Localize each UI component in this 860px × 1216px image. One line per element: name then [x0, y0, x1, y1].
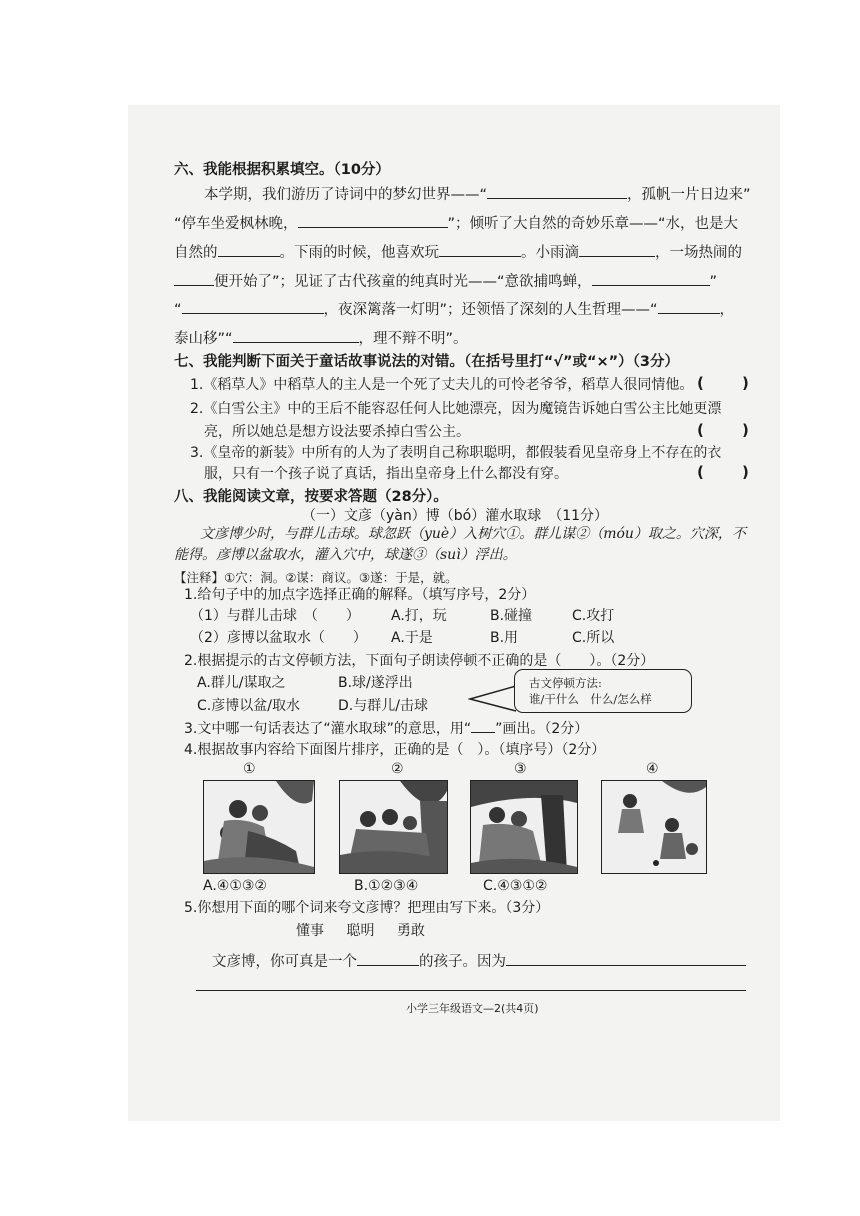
answer-paren-close[interactable]: ) [742, 374, 749, 392]
blank[interactable] [592, 271, 710, 286]
s8-question-3: 3.文中哪一句话表达了“灌水取球”的意思，用“ ”画出。（2分） [184, 718, 588, 739]
blank[interactable] [298, 213, 448, 228]
blank[interactable] [233, 328, 359, 343]
q1-row-2-option-b[interactable]: B.用 [490, 630, 519, 646]
s7-question-1: 1.《稻草人》中稻草人的主人是一个死了丈夫儿的可怜老爷爷，稻草人很同情他。 [190, 377, 694, 393]
q1-row-2-label: （2）彦博以盆取水（ ） [190, 630, 367, 646]
s6-line-2: “停车坐爱枫林晚， ”；倾听了大自然的奇妙乐章——“水，也是大 [174, 213, 738, 234]
word-option[interactable]: 勇敢 [396, 923, 425, 939]
blank[interactable] [487, 184, 627, 199]
passage-title: （一）文彦（yàn）博（bó）灌水取球 （11分） [302, 508, 609, 524]
story-picture-4 [601, 780, 707, 874]
blank[interactable] [218, 242, 280, 257]
answer-paren-close[interactable]: ) [742, 421, 749, 439]
q2-option-d[interactable]: D.与群儿/击球 [338, 698, 428, 714]
blank[interactable] [579, 242, 655, 257]
blank[interactable] [182, 299, 324, 314]
s7-question-2-line-1: 2.《白雪公主》中的王后不能容忍任何人比她漂亮，因为魔镜告诉她白雪公主比她更漂 [190, 401, 722, 417]
speech-bubble-tail [468, 682, 518, 716]
s8-question-5: 5.你想用下面的哪个词来夸文彦博？把理由写下来。（3分） [184, 900, 550, 916]
section-7-heading: 七、我能判断下面关于童话故事说法的对错。（在括号里打“√”或“×”）（3分） [174, 354, 680, 370]
q1-row-1-option-a[interactable]: A.打，玩 [391, 608, 447, 624]
q2-option-a[interactable]: A.群儿/谋取之 [197, 675, 286, 691]
blank[interactable] [439, 242, 521, 257]
answer-paren-close[interactable]: ) [742, 463, 749, 481]
underline-sample [471, 718, 495, 733]
picture-number: ③ [514, 761, 527, 777]
story-picture-2-art [340, 781, 447, 873]
section-8-heading: 八、我能阅读文章，按要求答题（28分）。 [174, 489, 448, 505]
s8-answer-line: 文彦博，你可真是一个 的孩子。因为 [212, 951, 746, 972]
s6-line-1: 本学期，我们游历了诗词中的梦幻世界——“ ，孤帆一片日边来” [204, 184, 751, 205]
story-picture-1-art [204, 781, 314, 873]
pause-method-tip [514, 669, 692, 713]
s6-line-6: 泰山移”“ ，理不辩不明”。 [174, 328, 468, 349]
picture-number: ④ [646, 761, 659, 777]
q1-row-2-option-c[interactable]: C.所以 [572, 630, 615, 646]
q1-row-1-option-c[interactable]: C.攻打 [572, 608, 615, 624]
s8-question-1: 1.给句子中的加点字选择正确的解释。（填写序号，2分） [184, 587, 536, 603]
word-choices [296, 921, 425, 941]
answer-paren-open[interactable]: ( [697, 421, 704, 439]
word-option[interactable]: 懂事 [296, 923, 324, 939]
s7-question-2-line-2: 亮，所以她总是想方设法要杀掉白雪公主。 [204, 424, 470, 440]
answer-paren-open[interactable]: ( [697, 463, 704, 481]
s8-question-2: 2.根据提示的古文停顿方法，下面句子朗读停顿不正确的是（ ）。（2分） [184, 653, 655, 669]
blank[interactable] [174, 271, 214, 286]
page-footer: 小学三年级语文—2(共4页) [406, 1002, 539, 1015]
blank[interactable] [658, 299, 720, 314]
s8-question-4: 4.根据故事内容给下面图片排序，正确的是（ ）。（填序号）（2分） [184, 742, 606, 758]
s6-line-4: 便开始了”；见证了古代孩童的纯真时光——“意欲捕鸣蝉， ” [174, 271, 717, 292]
story-picture-3-art [471, 781, 577, 873]
answer-paren-open[interactable]: ( [697, 374, 704, 392]
blank[interactable] [506, 951, 746, 966]
q2-option-b[interactable]: B.球/遂浮出 [338, 675, 413, 691]
tip-rule: 谁/干什么 什么/怎么样 [529, 692, 652, 706]
word-option[interactable]: 聪明 [346, 923, 375, 939]
q1-row-1-label: （1）与群儿击球 （ ） [190, 608, 360, 624]
s6-line-3: 自然的 。下雨的时候，他喜欢玩 。小雨滴 ，一场热闹的 [174, 242, 742, 263]
s7-question-3-line-1: 3.《皇帝的新装》中所有的人为了表明自己称职聪明，都假装看见皇帝身上不存在的衣 [190, 445, 722, 461]
q4-option-a[interactable]: A.④①③② [203, 878, 267, 894]
story-picture-4-art [602, 781, 706, 873]
q1-row-2-option-a[interactable]: A.于是 [391, 630, 433, 646]
passage-line-2: 能得。彦博以盆取水，灌入穴中，球遂③（suì）浮出。 [174, 547, 517, 563]
q4-option-c[interactable]: C.④③①② [483, 878, 548, 894]
s6-line-5: “ ，夜深篱落一灯明”；还领悟了深刻的人生哲理——“ ， [174, 299, 734, 320]
footer-rule [196, 990, 746, 991]
passage-note: 【注释】①穴：洞。②谋：商议。③遂：于是，就。 [174, 570, 458, 585]
tip-title: 古文停顿方法: [529, 676, 602, 690]
passage-line-1: 文彦博少时，与群儿击球。球忽跃（yuè）入树穴①。群儿谋②（móu）取之。穴深，不 [200, 526, 746, 542]
picture-number: ① [243, 761, 256, 777]
q2-option-c[interactable]: C.彦博以盆/取水 [197, 698, 300, 714]
blank[interactable] [357, 951, 419, 966]
q4-option-b[interactable]: B.①②③④ [354, 878, 419, 894]
story-picture-3 [470, 780, 578, 874]
picture-number: ② [391, 761, 404, 777]
s7-question-3-line-2: 服，只有一个孩子说了真话，指出皇帝身上什么都没有穿。 [204, 466, 568, 482]
story-picture-2 [339, 780, 448, 874]
story-picture-1 [203, 780, 315, 874]
section-6-heading: 六、我能根据积累填空。（10分） [174, 162, 390, 178]
q1-row-1-option-b[interactable]: B.碰撞 [490, 608, 533, 624]
